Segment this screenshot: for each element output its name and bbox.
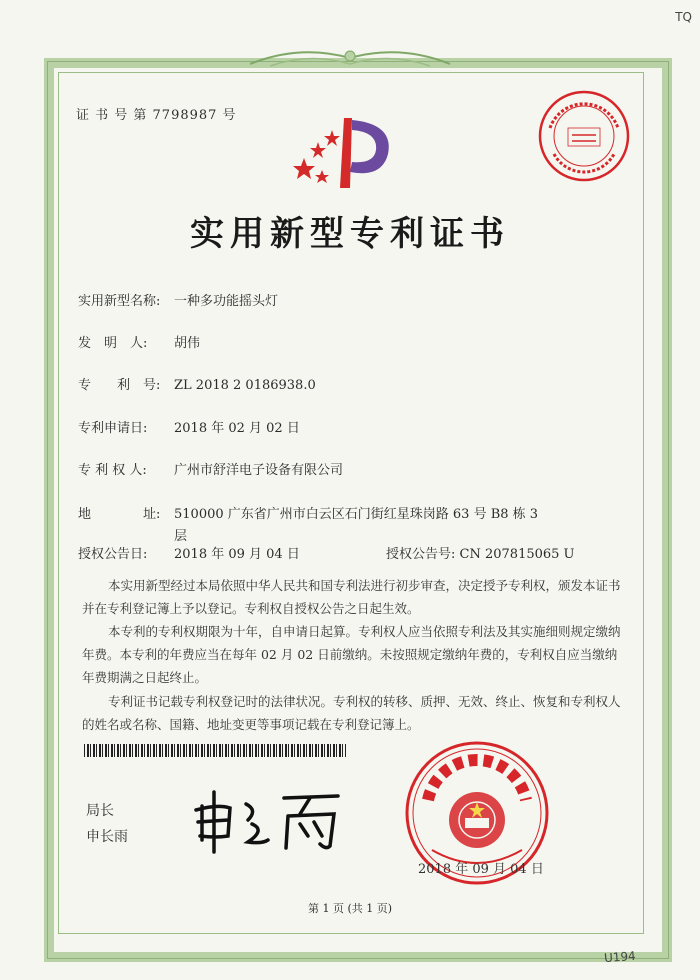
- signature-name: 申长雨: [86, 829, 128, 845]
- field-grant-date-label: 授权公告日:: [78, 547, 148, 562]
- field-patent-no-value: ZL 2018 2 0186938.0: [174, 378, 316, 393]
- paragraph-2: 本专利的专利权期限为十年，自申请日起算。专利权人应当依照专利法及其实施细则规定缴纳年费。本专利的年费应当在每年 02 月 02 日前缴纳。未按照规定缴纳年费的，专利权自应当缴纳年费期满之日起终止。: [82, 624, 621, 685]
- field-filing-date-value: 2018 年 02 月 02 日: [174, 421, 300, 436]
- paragraph-1: 本实用新型经过本局依照中华人民共和国专利法进行初步审查，决定授予专利权，颁发本证书并在专利登记簿上予以登记。专利权自授权公告之日起生效。: [82, 578, 621, 616]
- paragraph-3: 专利证书记载专利权登记时的法律状况。专利权的转移、质押、无效、终止、恢复和专利权人的姓名或名称、国籍、地址变更等事项记载在专利登记簿上。: [82, 694, 621, 732]
- field-name: [78, 291, 278, 313]
- handwritten-note: U194: [603, 948, 637, 966]
- certificate-number: 证 书 号 第 7798987 号: [76, 108, 237, 123]
- field-inventor-value: 胡伟: [174, 336, 201, 351]
- field-patent-no: [78, 375, 316, 397]
- seal-date: 2018 年 09 月 04 日: [418, 862, 544, 877]
- corner-mark: TQ: [675, 10, 692, 24]
- field-filing-date-label: 专利申请日:: [78, 421, 148, 436]
- field-inventor: [78, 333, 200, 355]
- signature-title: 局长: [86, 803, 114, 819]
- certificate-inner-border: [58, 72, 644, 934]
- field-filing-date: [78, 418, 300, 440]
- field-inventor-label: 发 明 人:: [78, 336, 148, 351]
- field-grant-date-value: 2018 年 09 月 04 日: [174, 547, 300, 562]
- handwritten-signature: [188, 786, 348, 856]
- patent-office-logo: [290, 112, 400, 192]
- field-name-value: 一种多功能摇头灯: [174, 294, 279, 309]
- field-holder: [78, 460, 343, 482]
- certificate-title: 实用新型专利证书: [190, 214, 510, 254]
- field-grant-no: [386, 544, 575, 566]
- field-grant-no-label: 授权公告号:: [386, 547, 456, 562]
- field-address-value: 510000 广东省广州市白云区石门街红星珠岗路 63 号 B8 栋 3 层: [174, 507, 539, 544]
- field-address: [78, 504, 558, 548]
- field-holder-label: 专 利 权 人:: [78, 463, 147, 478]
- field-address-label: 地 址:: [78, 507, 161, 522]
- page-number: 第 1 页 (共 1 页): [307, 902, 393, 915]
- field-patent-no-label: 专 利 号:: [78, 378, 161, 393]
- field-holder-value: 广州市舒洋电子设备有限公司: [174, 463, 344, 478]
- top-ornament: [240, 44, 460, 72]
- field-grant-date: [78, 544, 300, 566]
- tax-stamp: [536, 88, 632, 184]
- field-name-label: 实用新型名称:: [78, 294, 161, 309]
- barcode: [84, 744, 346, 757]
- field-grant-no-value: CN 207815065 U: [459, 547, 575, 562]
